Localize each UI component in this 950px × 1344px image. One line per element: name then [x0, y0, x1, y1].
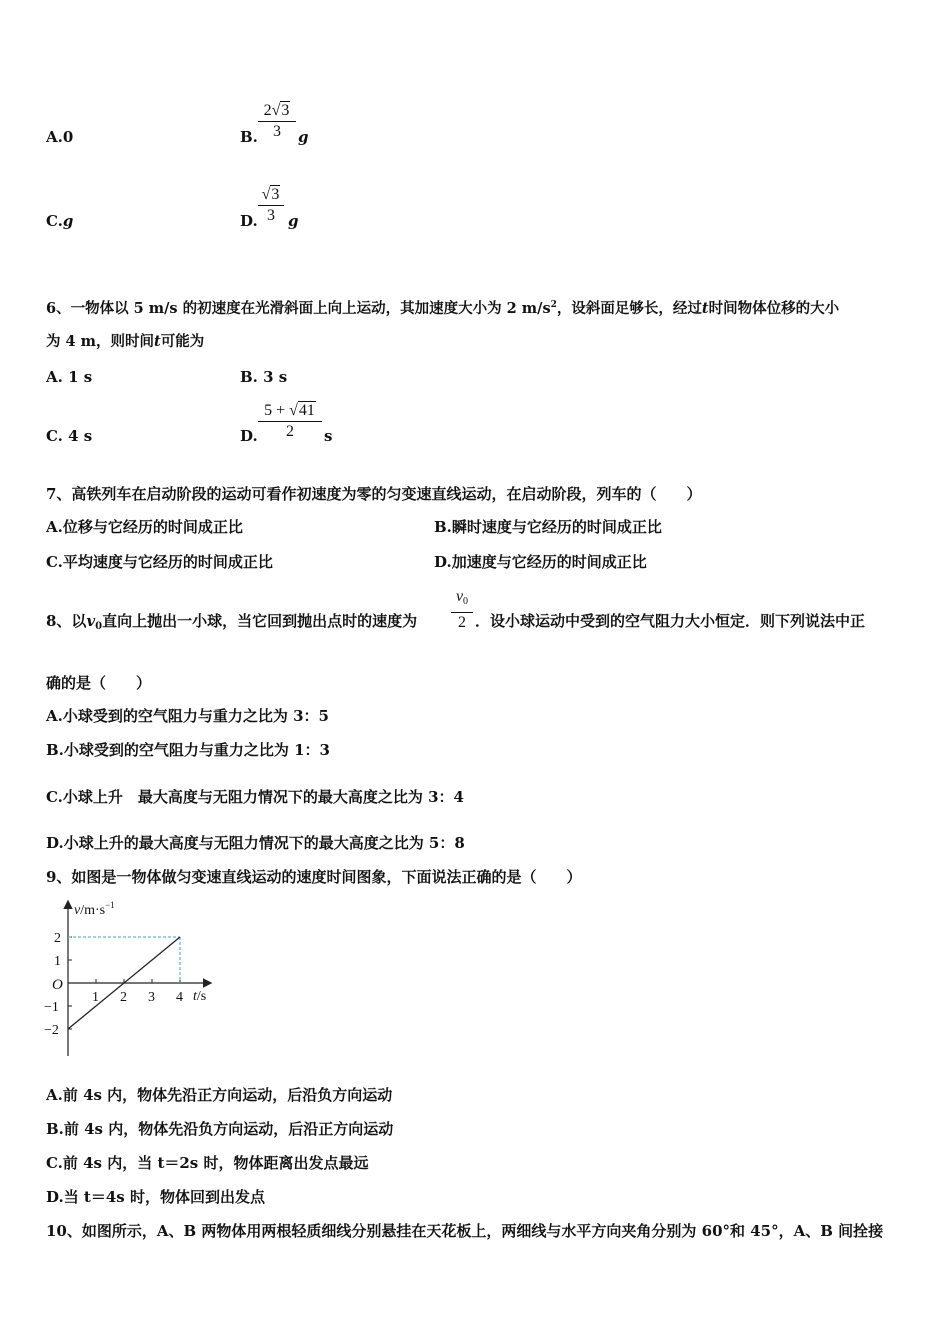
- q6-stem-line2: 为 4 m，则时间t可能为: [46, 333, 205, 350]
- q9-option-c: C.前 4s 内，当 t＝2s 时，物体距离出发点最远: [46, 1154, 369, 1172]
- y-tick-label-−1: −1: [44, 1000, 59, 1015]
- q7-option-b: B.瞬时速度与它经历的时间成正比: [434, 518, 662, 536]
- q8-speed-fraction: $v_0$ 2: [451, 588, 473, 632]
- x-tick-label-1: 1: [92, 990, 99, 1005]
- q8-stem-part1: 8、以$v_0$直向上抛出一小球，当它回到抛出点时的速度为: [46, 612, 418, 632]
- q5-option-d-label: D.: [240, 212, 258, 230]
- q7-stem: 7、高铁列车在启动阶段的运动可看作初速度为零的匀变速直线运动，在启动阶段，列车的（ ）: [46, 485, 702, 503]
- q5-option-b-g: g: [298, 128, 309, 146]
- q6-option-c: C. 4 s: [46, 427, 93, 445]
- q7-option-c: C.平均速度与它经历的时间成正比: [46, 553, 273, 571]
- q5-b-coef: 2: [263, 102, 272, 119]
- velocity-time-graph: [40, 896, 230, 1061]
- q9-option-a: A.前 4s 内，物体先沿正方向运动，后沿负方向运动: [46, 1086, 393, 1104]
- q5-option-d-fraction: √3 3: [258, 186, 284, 225]
- q6-option-d-unit: s: [324, 427, 333, 445]
- q9-stem: 9、如图是一物体做匀变速直线运动的速度时间图象，下面说法正确的是（ ）: [46, 868, 582, 886]
- q6-stem-line1: 6、一物体以 5 m/s 的初速度在光滑斜面上向上运动，其加速度大小为 2 $m/s^2$，设斜面足够长，经过t时间物体位移的大小: [46, 300, 840, 317]
- q8-stem-line2: 确的是（ ）: [46, 674, 152, 692]
- q9-option-d: D.当 t＝4s 时，物体回到出发点: [46, 1188, 265, 1206]
- y-tick-label-−2: −2: [44, 1023, 59, 1038]
- y-tick-label-1: 1: [54, 954, 61, 969]
- q8-option-a: A.小球受到的空气阻力与重力之比为 3：5: [46, 707, 329, 725]
- q7-option-a: A.位移与它经历的时间成正比: [46, 518, 243, 536]
- q8-option-c: C.小球上升 最大高度与无阻力情况下的最大高度之比为 3：4: [46, 788, 464, 806]
- q6-d-numerator: 5 +: [264, 402, 290, 419]
- q7-option-d: D.加速度与它经历的时间成正比: [434, 553, 647, 571]
- q5-option-b-label: B.: [240, 128, 258, 146]
- x-tick-label-4: 4: [176, 990, 183, 1005]
- q6-option-a: A. 1 s: [46, 368, 93, 386]
- q5-option-a: A.0: [46, 128, 74, 146]
- q8-option-b: B.小球受到的空气阻力与重力之比为 1：3: [46, 741, 330, 759]
- q5-option-b-fraction: 2√3 3: [258, 102, 296, 141]
- y-tick-label-2: 2: [54, 931, 61, 946]
- q5-b-denominator: 3: [273, 123, 281, 140]
- q5-c-label: C.: [46, 212, 63, 230]
- q5-b-radicand: 3: [281, 102, 290, 119]
- q6-option-b: B. 3 s: [240, 368, 288, 386]
- q8-option-d: D.小球上升的最大高度与无阻力情况下的最大高度之比为 5：8: [46, 834, 465, 852]
- y-axis-label: $v/m\cdot s^{-1}$: [74, 900, 115, 918]
- q5-d-radicand: 3: [271, 186, 280, 203]
- x-axis-label: t/s: [193, 989, 207, 1004]
- q5-option-d-g: g: [288, 212, 299, 230]
- q5-c-value: g: [62, 212, 74, 230]
- q6-d-denominator: 2: [286, 423, 294, 440]
- q6-d-radicand: 41: [298, 402, 315, 419]
- q10-stem: 10、如图所示，A、B 两物体用两根轻质细线分别悬挂在天花板上，两细线与水平方向夹角分别为 60°和 45°，A、B 间拴接: [46, 1222, 884, 1240]
- q8-stem-part2: ．设小球运动中受到的空气阻力大小恒定．则下列说法中正: [475, 612, 866, 630]
- q6-option-d-label: D.: [240, 427, 258, 445]
- x-tick-label-3: 3: [148, 990, 155, 1005]
- q6-option-d-fraction: 5 + √41 2: [258, 402, 322, 441]
- q5-d-denominator: 3: [267, 207, 275, 224]
- q5-option-c: [46, 212, 73, 230]
- x-tick-label-2: 2: [120, 990, 127, 1005]
- origin-label: O: [52, 977, 63, 993]
- q9-option-b: B.前 4s 内，物体先沿负方向运动，后沿正方向运动: [46, 1120, 394, 1138]
